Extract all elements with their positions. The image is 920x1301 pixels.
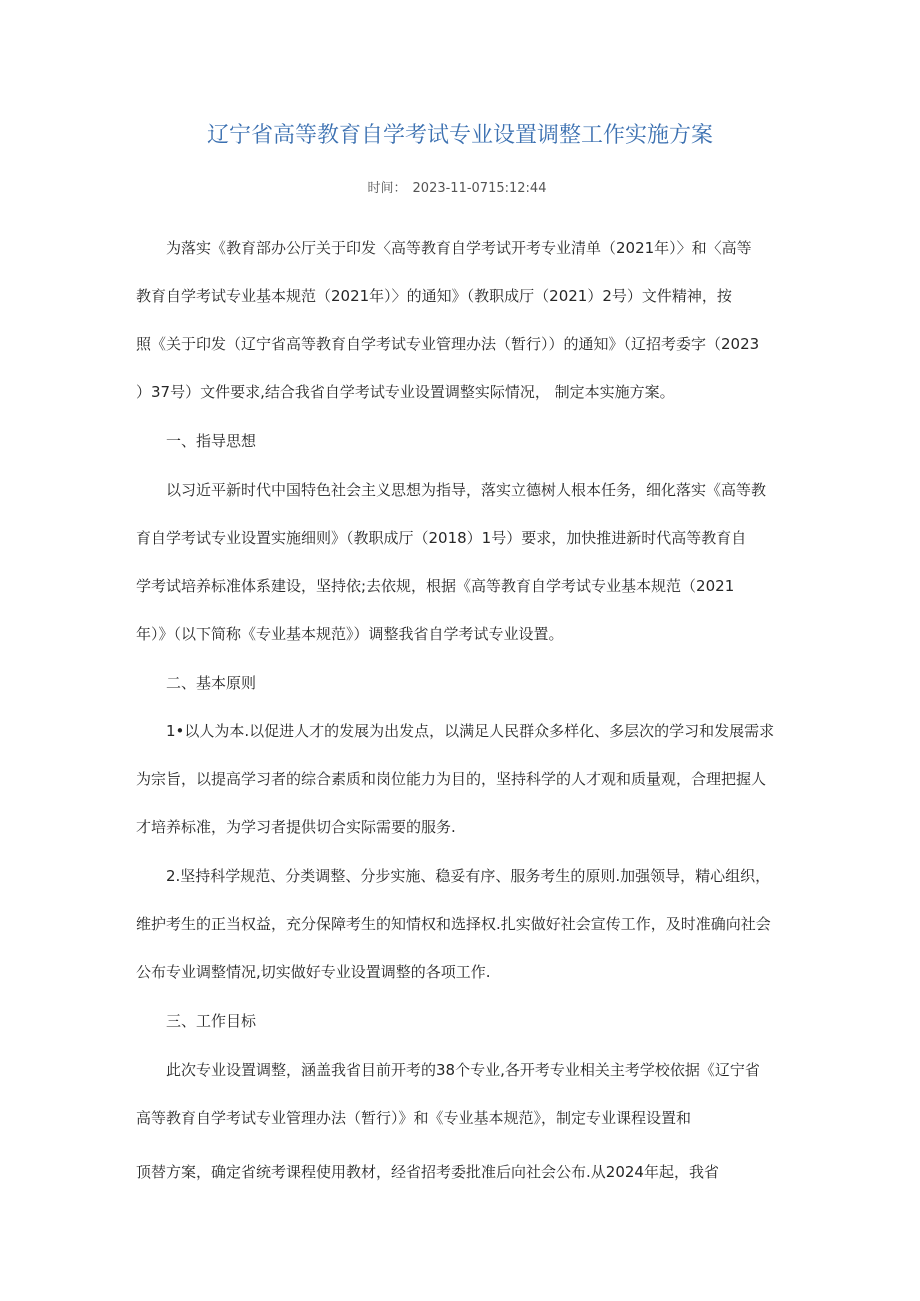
paragraph-line: 为宗旨，以提高学习者的综合素质和岗位能力为目的，坚持科学的人才观和质量观，合理把握人 [136,770,767,788]
paragraph-line: 才培养标准，为学习者提供切合实际需要的服务. [136,818,456,836]
time-label: 时间： [367,181,407,196]
paragraph-line: 以习近平新时代中国特色社会主义思想为指导，落实立德树人根本任务，细化落实《高等教 [166,481,767,499]
paragraph-line: 公布专业调整情况,切实做好专业设置调整的各项工作. [136,963,491,981]
time-value: 2023-11-0715:12:44 [412,181,547,196]
document-title: 辽宁省高等教育自学考试专业设置调整工作实施方案 [206,123,713,148]
section-heading: 一、指导思想 [166,432,257,450]
paragraph-line: 维护考生的正当权益，充分保障考生的知情权和选择权.扎实做好社会宣传工作，及时准确向社会 [136,915,771,933]
paragraph-line: 年）》（以下简称《专业基本规范》）调整我省自学考试专业设置。 [136,625,564,643]
paragraph-line: 学考试培养标准体系建设，坚持依;去依规，根据《高等教育自学考试专业基本规范（2021 [136,577,735,595]
paragraph-line: 高等教育自学考试专业管理办法（暂行）》和《专业基本规范》，制定专业课程设置和 [136,1109,692,1127]
section-heading: 二、基本原则 [166,674,257,692]
paragraph-line: 1•以人为本.以促进人才的发展为出发点，以满足人民群众多样化、多层次的学习和发展需求 [166,722,775,740]
paragraph-line: 育自学考试专业设置实施细则》（教职成厅（2018）1号）要求，加快推进新时代高等教育自 [136,529,747,547]
paragraph-line: 2.坚持科学规范、分类调整、分步实施、稳妥有序、服务考生的原则.加强领导，精心组织， [166,867,771,885]
paragraph-line: 此次专业设置调整，涵盖我省目前开考的38个专业,各开考专业相关主考学校依据《辽宁省 [166,1061,760,1079]
paragraph-line: 为落实《教育部办公厅关于印发〈高等教育自学考试开考专业清单（2021年）〉和〈高等 [166,239,752,257]
publish-time [0,177,920,196]
paragraph-line: 照《关于印发（辽宁省高等教育自学考试专业管理办法（暂行））的通知》（辽招考委字（2023 [136,335,760,353]
paragraph-line: ）37号）文件要求,结合我省自学考试专业设置调整实际情况， 制定本实施方案。 [136,383,675,401]
paragraph-line: 顶替方案，确定省统考课程使用教材，经省招考委批准后向社会公布.从2024年起，我省 [136,1163,719,1181]
section-heading: 三、工作目标 [166,1012,257,1030]
paragraph-line: 教育自学考试专业基本规范（2021年）〉的通知》（教职成厅（2021）2号）文件精神，按 [136,287,732,305]
